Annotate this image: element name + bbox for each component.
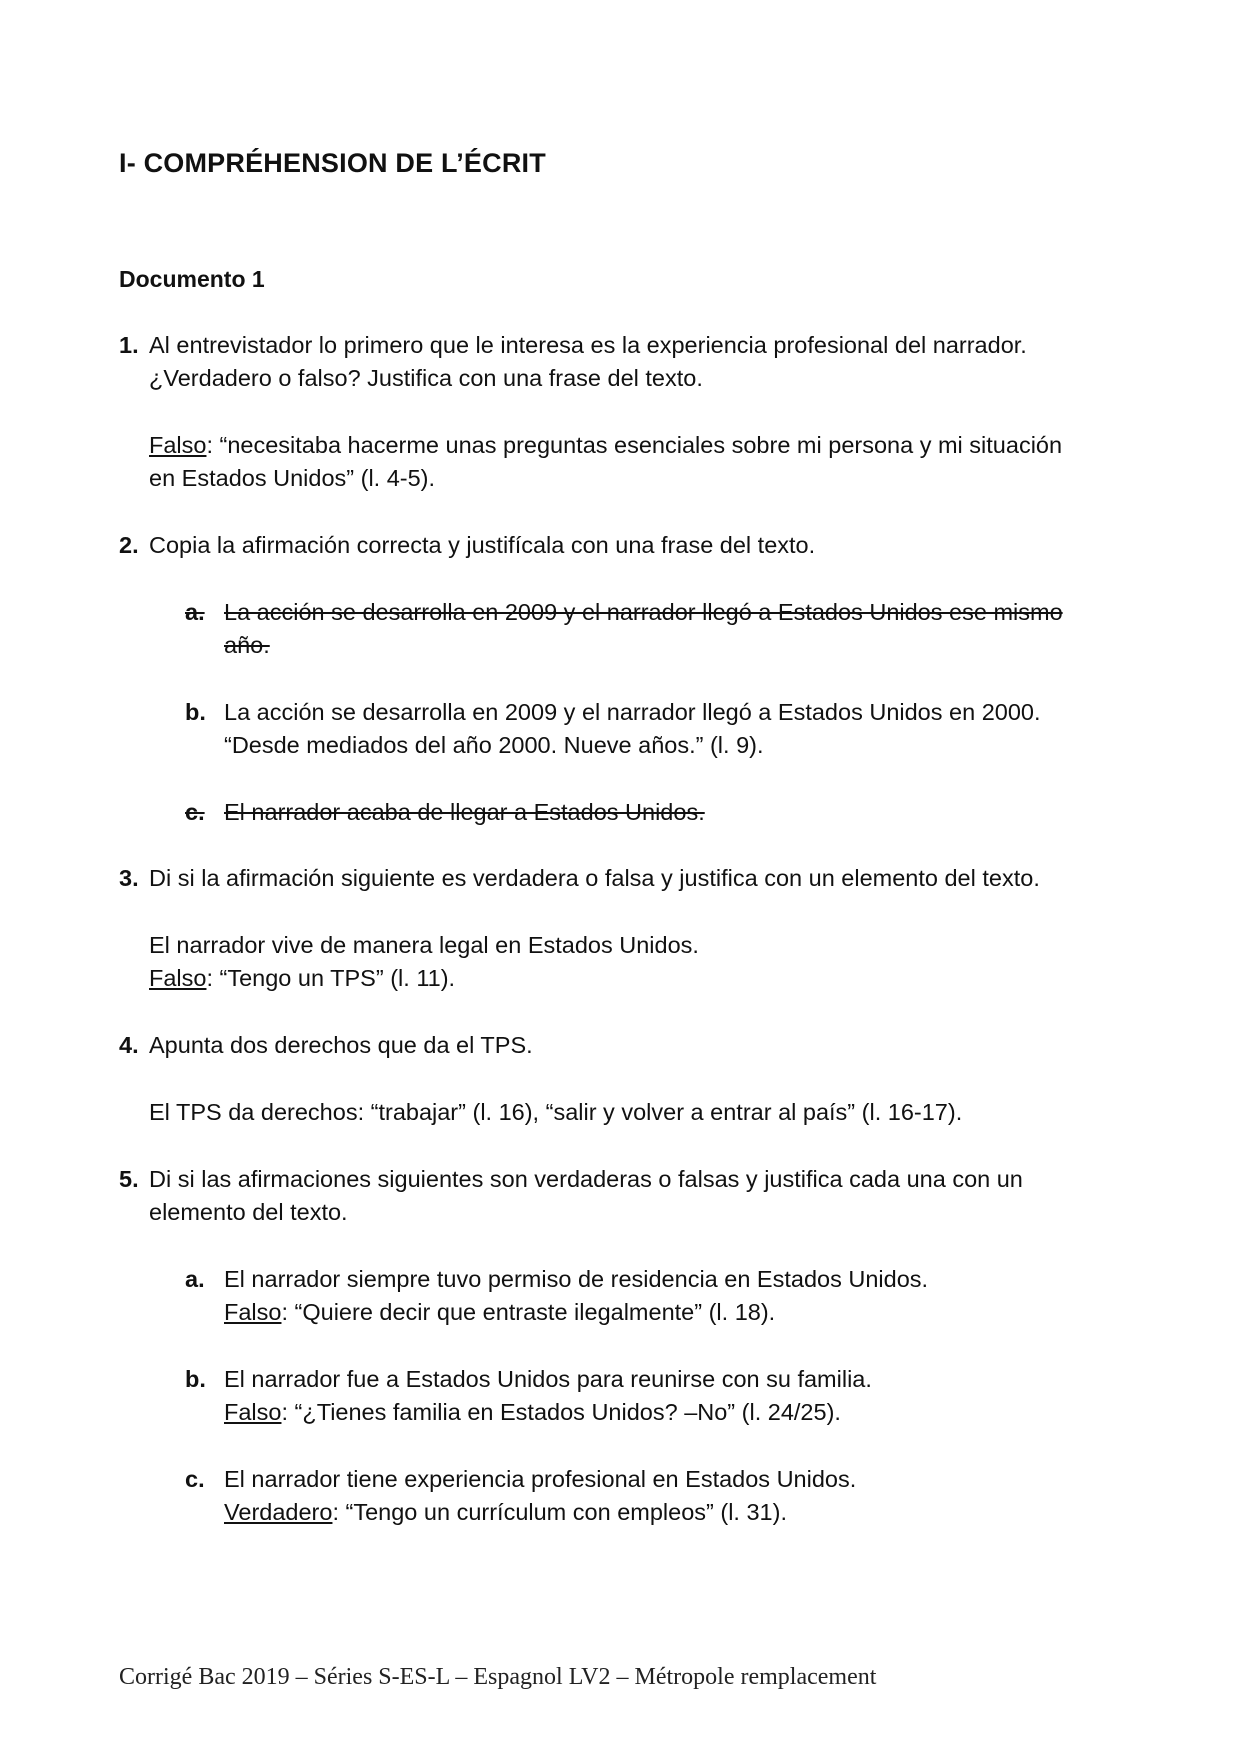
option-text: El narrador tiene experiencia profesional en Estados Unidos. <box>224 1466 857 1492</box>
answer-text: en Estados Unidos” (l. 4-5). <box>149 465 436 491</box>
section-title: I- COMPRÉHENSION DE L’ÉCRIT <box>119 148 546 178</box>
statement-text: El narrador vive de manera legal en Estados Unidos. <box>149 932 699 958</box>
answer-line <box>224 1396 841 1428</box>
option-text-struck: año. <box>224 632 270 658</box>
option-text-struck: La acción se desarrolla en 2009 y el narrador llegó a Estados Unidos ese mismo <box>224 599 1063 625</box>
option-text: La acción se desarrolla en 2009 y el narrador llegó a Estados Unidos en 2000. <box>224 699 1041 725</box>
option-letter: b. <box>185 1366 206 1392</box>
option-text: El narrador fue a Estados Unidos para reunirse con su familia. <box>224 1366 872 1392</box>
answer-line <box>149 962 455 994</box>
question-text: elemento del texto. <box>149 1199 348 1225</box>
answer-text: El TPS da derechos: “trabajar” (l. 16), “salir y volver a entrar al país” (l. 16-17). <box>149 1099 963 1125</box>
answer-verdict: Falso <box>149 965 207 991</box>
question-text: Al entrevistador lo primero que le interesa es la experiencia profesional del narrador. <box>149 332 1027 358</box>
option-quote: “Desde mediados del año 2000. Nueve años.” (l. 9). <box>224 732 764 758</box>
question-number: 3. <box>119 865 139 891</box>
option-letter: a. <box>185 1266 205 1292</box>
answer-verdict: Falso <box>224 1299 282 1325</box>
question-text: Di si las afirmaciones siguientes son verdaderas o falsas y justifica cada una con un <box>149 1166 1023 1192</box>
question-number: 4. <box>119 1032 139 1058</box>
answer-text: : “necesitaba hacerme unas preguntas esenciales sobre mi persona y mi situación <box>206 432 1063 458</box>
question-text: Apunta dos derechos que da el TPS. <box>149 1032 533 1058</box>
answer-text: : “Tengo un TPS” (l. 11). <box>206 965 456 991</box>
question-text: ¿Verdadero o falso? Justifica con una frase del texto. <box>149 365 703 391</box>
answer-verdict: Verdadero <box>224 1499 333 1525</box>
question-number: 5. <box>119 1166 139 1192</box>
option-text: El narrador siempre tuvo permiso de residencia en Estados Unidos. <box>224 1266 929 1292</box>
option-letter: c. <box>185 1466 205 1492</box>
question-text: Copia la afirmación correcta y justifícala con una frase del texto. <box>149 532 816 558</box>
option-letter: a. <box>185 599 205 625</box>
question-number: 2. <box>119 532 139 558</box>
answer-verdict: Falso <box>224 1399 282 1425</box>
question-text: Di si la afirmación siguiente es verdadera o falsa y justifica con un elemento del texto. <box>149 865 1040 891</box>
option-text-struck: El narrador acaba de llegar a Estados Unidos. <box>224 799 705 825</box>
answer-text: : “Tengo un currículum con empleos” (l. 31). <box>332 1499 787 1525</box>
answer-line <box>224 1496 787 1528</box>
answer-line <box>149 429 1062 461</box>
document-title: Documento 1 <box>119 266 265 292</box>
option-letter: b. <box>185 699 206 725</box>
page-footer: Corrigé Bac 2019 – Séries S-ES-L – Espagnol LV2 – Métropole remplacement <box>119 1664 877 1690</box>
answer-text: : “Quiere decir que entraste ilegalmente” (l. 18). <box>281 1299 776 1325</box>
answer-text: : “¿Tienes familia en Estados Unidos? –No” (l. 24/25). <box>281 1399 841 1425</box>
question-number: 1. <box>119 332 139 358</box>
answer-verdict: Falso <box>149 432 207 458</box>
answer-line <box>224 1296 775 1328</box>
option-letter: c. <box>185 799 205 825</box>
